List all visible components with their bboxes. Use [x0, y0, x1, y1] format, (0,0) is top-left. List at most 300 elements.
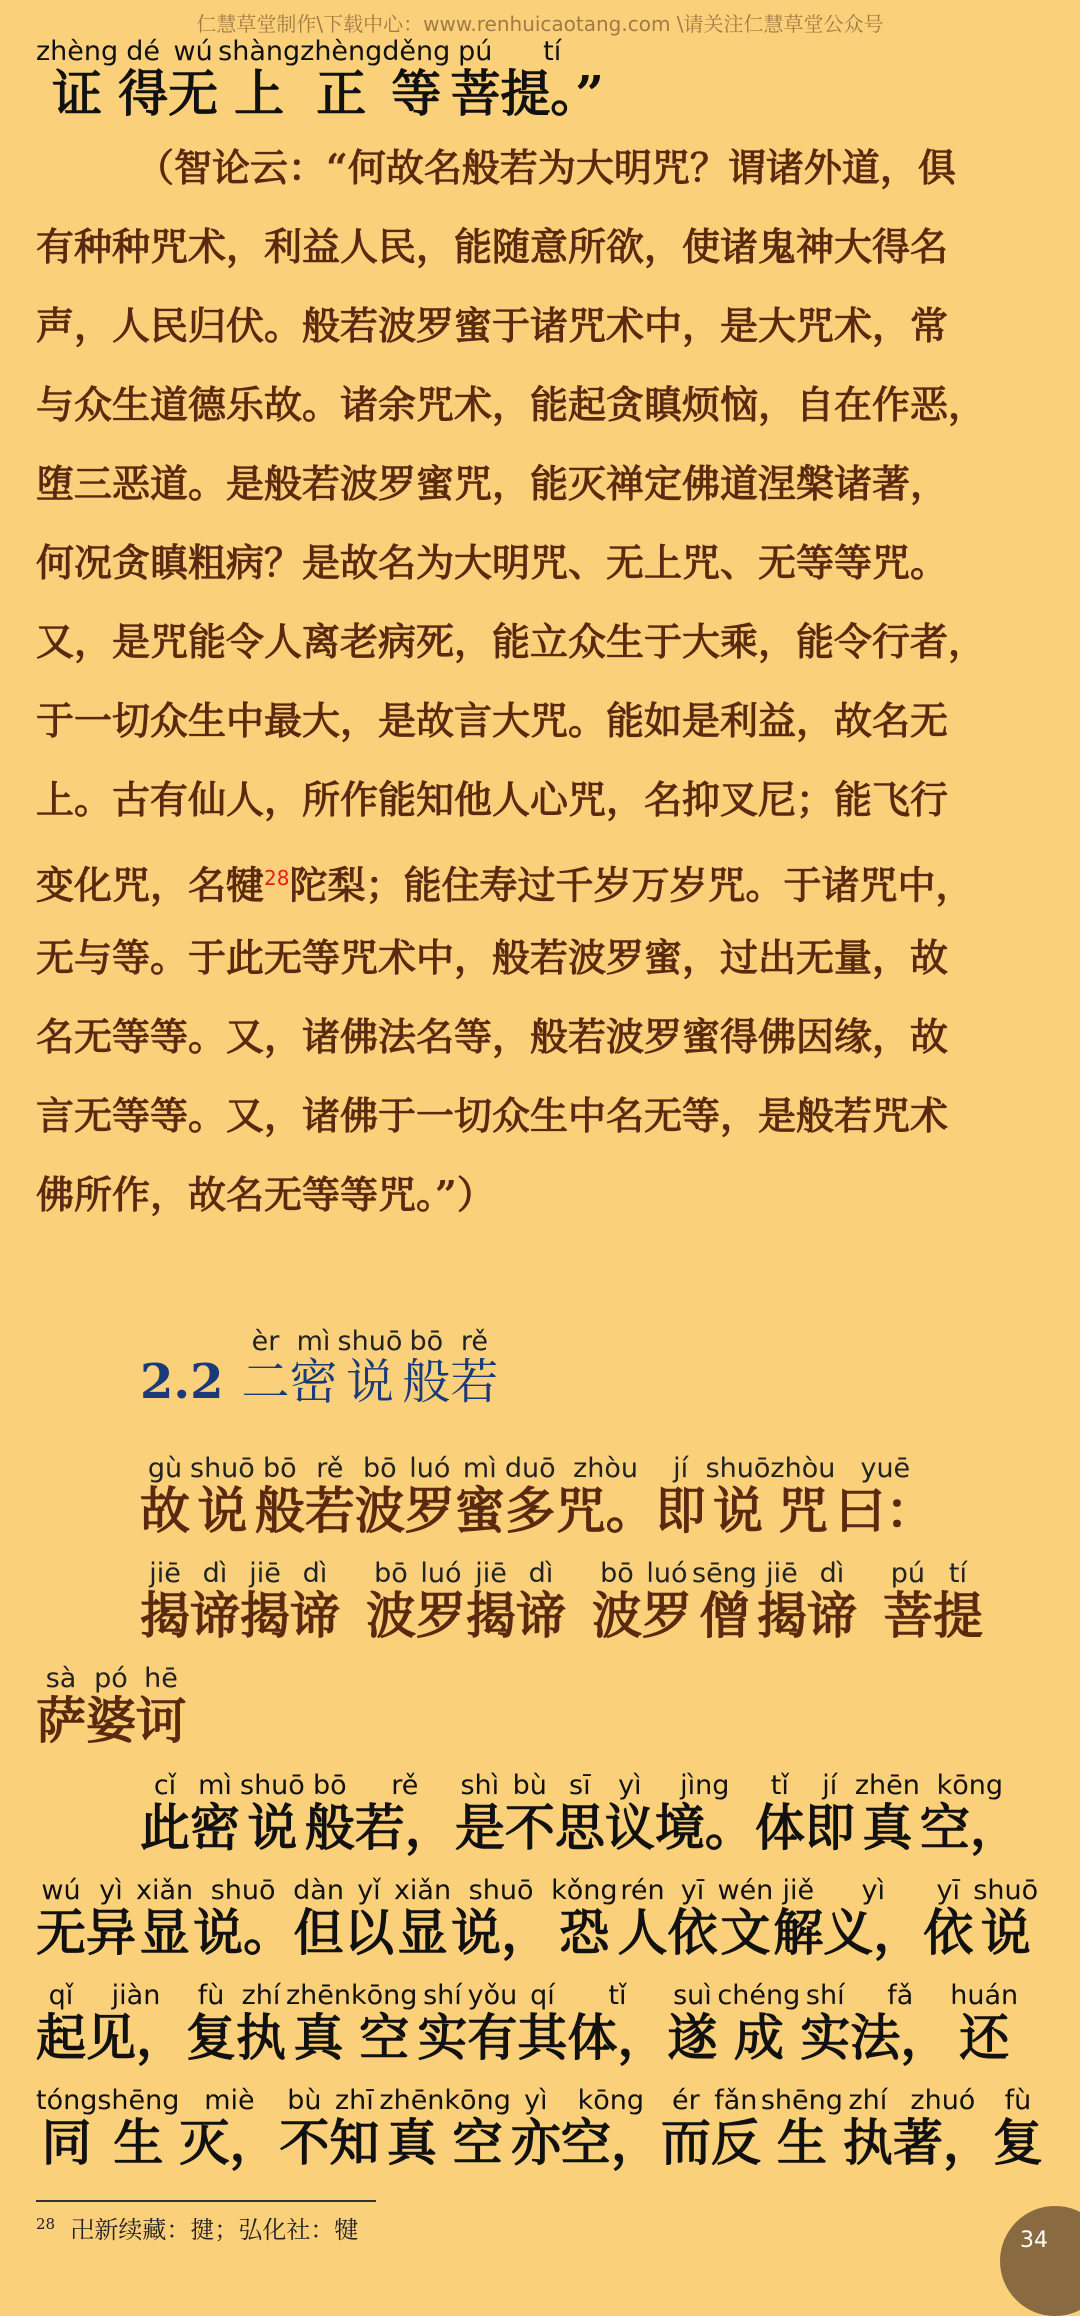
footnote-text: 卍新续藏：揵；弘化社：犍	[70, 2216, 359, 2244]
pinyin: pú	[458, 36, 493, 67]
hanzi: 二	[241, 1354, 290, 1410]
ruby-char	[186, 1982, 236, 2067]
hanzi: 法，	[850, 2008, 951, 2067]
pinyin: sēng	[692, 1558, 757, 1589]
pinyin: luó	[420, 1558, 462, 1589]
ruby-char	[843, 2087, 893, 2172]
pinyin: zhèng	[36, 36, 119, 67]
ruby-char	[556, 1455, 656, 1540]
commentary-line-tail: 陀梨；能住寿过千岁万岁咒。于诸咒中，	[289, 862, 974, 908]
hanzi: 密	[190, 1798, 240, 1857]
pinyin: dì	[528, 1558, 554, 1589]
ruby-char	[451, 1877, 551, 1962]
ruby-char	[706, 1455, 771, 1540]
pinyin: wén	[717, 1875, 774, 1906]
hanzi: 得	[118, 64, 169, 123]
pinyin: shuō	[190, 1453, 255, 1484]
ruby-char	[140, 1455, 190, 1540]
pinyin: rén	[620, 1875, 665, 1906]
ruby-char	[300, 38, 382, 123]
commentary-line: 又，是咒能令人离老病死，能立众生于大乘，能令行者，	[36, 619, 987, 664]
pinyin: zhòu	[770, 1453, 836, 1484]
hanzi: 多	[505, 1481, 556, 1540]
pinyin: mì	[198, 1770, 232, 1801]
ruby-char	[444, 2087, 510, 2172]
pinyin: tǐ	[770, 1770, 789, 1801]
hanzi: 显	[139, 1903, 190, 1962]
pinyin: shēng	[760, 2085, 843, 2116]
hanzi: 般	[304, 1798, 355, 1857]
hanzi: 罗	[416, 1586, 466, 1645]
hanzi: 婆	[86, 1691, 136, 1750]
ruby-char	[118, 38, 168, 123]
hanzi: 上	[234, 64, 285, 123]
hanzi: 执	[842, 2113, 893, 2172]
hanzi: 空	[452, 2113, 503, 2172]
mantra-line-end	[36, 1665, 186, 1750]
pinyin: dì	[202, 1558, 228, 1589]
pinyin: zhí	[848, 2085, 888, 2116]
ruby-char	[561, 2087, 661, 2172]
hanzi: 揭	[466, 1586, 516, 1645]
pinyin: xiǎn	[393, 1875, 452, 1906]
ruby-char	[240, 1560, 290, 1645]
commentary-line	[36, 839, 1046, 918]
hanzi: 遂	[667, 2008, 718, 2067]
hanzi: 若	[450, 1354, 499, 1410]
commentary-line: 言无等等。又，诸佛于一切众生中名无等，是般若咒术	[36, 1093, 949, 1138]
ruby-char	[805, 1772, 855, 1857]
pinyin: yǒu	[467, 1980, 518, 2011]
commentary-line-head: 变化咒，名犍	[36, 862, 265, 908]
pinyin: luó	[646, 1558, 688, 1589]
hanzi: 生	[113, 2113, 164, 2172]
ruby-char	[656, 1455, 706, 1540]
pinyin: yì	[99, 1875, 123, 1906]
hanzi: 实	[800, 2008, 851, 2067]
ruby-char	[366, 1560, 416, 1645]
pinyin: qí	[530, 1980, 555, 2011]
hanzi: 证	[52, 64, 103, 123]
commentary-line: 与众生道德乐故。诸余咒术，能起贪瞋烦恼，自在作恶，	[36, 382, 987, 427]
ruby-char	[835, 1455, 935, 1540]
ruby-char	[136, 1665, 186, 1750]
ruby-char	[279, 2087, 329, 2172]
ruby-char	[661, 2087, 711, 2172]
pinyin: zhòu	[573, 1453, 639, 1484]
pinyin: bō	[409, 1326, 444, 1357]
hanzi: 义，	[823, 1903, 924, 1962]
ruby-char	[511, 2087, 561, 2172]
pinyin: jí	[822, 1770, 838, 1801]
ruby-char	[567, 1982, 667, 2067]
ruby-char	[305, 1772, 355, 1857]
ruby-char	[466, 1560, 516, 1645]
ruby-char	[773, 1877, 823, 1962]
hanzi: 谛	[190, 1586, 240, 1645]
ruby-char	[717, 1982, 800, 2067]
commentary-line: 堕三恶道。是般若波罗蜜咒，能灭禅定佛道涅槃诸著，	[36, 461, 949, 506]
pinyin: děng	[382, 36, 451, 67]
ruby-char	[450, 1328, 498, 1410]
commentary-line: （智论云：“何故名般若为大明咒？谓诸外道，俱	[136, 145, 956, 190]
hanzi: 无	[36, 1903, 86, 1962]
hanzi: 密	[289, 1354, 338, 1410]
pinyin: shuō	[210, 1875, 276, 1906]
pinyin: yì	[618, 1770, 642, 1801]
ruby-char	[290, 1560, 340, 1645]
hanzi: 是	[454, 1798, 505, 1857]
hanzi: 波	[354, 1481, 405, 1540]
commentary-line: 名无等等。又，诸佛法名等，般若波罗蜜得佛因缘，故	[36, 1014, 949, 1059]
pinyin: hē	[144, 1663, 178, 1694]
section-number: 2.2	[140, 1354, 224, 1410]
ruby-char	[500, 38, 604, 123]
ruby-char	[855, 1772, 920, 1857]
pinyin: wú	[173, 36, 213, 67]
page-number-badge	[1000, 2206, 1080, 2316]
hanzi: 说	[247, 1798, 298, 1857]
pinyin: chéng	[717, 1980, 801, 2011]
hanzi: 正	[316, 64, 367, 123]
ruby-char	[242, 1328, 290, 1410]
body-line	[36, 1982, 1018, 2067]
pinyin: tí	[948, 1558, 967, 1589]
pinyin: luó	[409, 1453, 451, 1484]
pinyin: jìng	[680, 1770, 730, 1801]
pinyin: fù	[197, 1980, 225, 2011]
pinyin: mì	[462, 1453, 497, 1484]
hanzi: 依	[923, 1903, 974, 1962]
hanzi: 揭	[140, 1586, 190, 1645]
hanzi: 说	[345, 1354, 394, 1410]
pinyin: kǒng	[551, 1875, 618, 1906]
ruby-char	[711, 2087, 761, 2172]
ruby-char	[338, 1328, 403, 1410]
ruby-char	[190, 1772, 240, 1857]
ruby-char	[807, 1560, 857, 1645]
ruby-char	[351, 1982, 417, 2067]
ruby-char	[655, 1772, 755, 1857]
hanzi: 不	[279, 2113, 330, 2172]
pinyin: bō	[600, 1558, 634, 1589]
hanzi: 诃	[136, 1691, 186, 1750]
hanzi: 此	[140, 1798, 190, 1857]
pinyin: bō	[312, 1770, 347, 1801]
ruby-char	[950, 1982, 1018, 2067]
ruby-char	[416, 1560, 466, 1645]
ruby-char	[140, 1560, 190, 1645]
hanzi: 空	[359, 2008, 410, 2067]
hanzi: 即	[804, 1798, 855, 1857]
hanzi: 若，	[354, 1798, 455, 1857]
ruby-char	[893, 2087, 993, 2172]
hanzi: 不	[504, 1798, 555, 1857]
pinyin: rě	[391, 1770, 419, 1801]
hanzi: 还	[959, 2008, 1010, 2067]
pinyin: pó	[94, 1663, 128, 1694]
pinyin: huán	[950, 1980, 1019, 2011]
pinyin: dàn	[293, 1875, 344, 1906]
ruby-char	[86, 1982, 186, 2067]
footnote	[36, 2210, 358, 2245]
pinyin: dì	[819, 1558, 845, 1589]
hanzi: 反	[710, 2113, 761, 2172]
body-line	[36, 1877, 1038, 1962]
hanzi: 空，	[919, 1798, 1020, 1857]
hanzi: 真	[386, 2113, 437, 2172]
ruby-char	[667, 1877, 717, 1962]
pinyin: jiē	[249, 1558, 281, 1589]
hanzi: 而	[660, 2113, 711, 2172]
pinyin: zhī	[335, 2085, 374, 2116]
pinyin: kōng	[577, 2085, 645, 2116]
ruby-char	[605, 1772, 655, 1857]
footnote-divider	[36, 2200, 376, 2202]
pinyin: duō	[504, 1453, 556, 1484]
ruby-char	[255, 1455, 305, 1540]
pinyin: shuō	[705, 1453, 771, 1484]
hanzi: 真	[862, 1798, 913, 1857]
hanzi: 生	[776, 2113, 827, 2172]
hanzi: 萨	[36, 1691, 86, 1750]
hanzi: 揭	[756, 1586, 807, 1645]
hanzi: 说	[713, 1481, 763, 1540]
hanzi: 提	[932, 1586, 983, 1645]
ruby-char	[36, 1877, 86, 1962]
hanzi: 谛	[806, 1586, 857, 1645]
hanzi: 体，	[567, 2008, 668, 2067]
pinyin: jiē	[766, 1558, 798, 1589]
ruby-char	[923, 1877, 973, 1962]
pinyin: tóng	[36, 2085, 98, 2116]
ruby-char	[86, 1665, 136, 1750]
ruby-char	[551, 1877, 617, 1962]
ruby-char	[467, 1982, 517, 2067]
ruby-char	[97, 2087, 179, 2172]
hanzi: 等	[391, 64, 442, 123]
ruby-char	[800, 1982, 850, 2067]
hanzi: 显	[397, 1903, 448, 1962]
ruby-char	[617, 1877, 667, 1962]
ruby-char	[692, 1560, 757, 1645]
ruby-char	[290, 1328, 338, 1410]
ruby-char	[667, 1982, 717, 2067]
ruby-char	[305, 1455, 355, 1540]
commentary-line: 何况贪瞋粗病？是故名为大明咒、无上咒、无等等咒。	[36, 540, 949, 585]
ruby-char	[36, 2087, 97, 2172]
hanzi: 菩	[450, 64, 501, 123]
hanzi: 境。	[654, 1798, 755, 1857]
ruby-char	[140, 1772, 190, 1857]
ruby-char	[394, 1877, 451, 1962]
pinyin: kōng	[351, 1980, 418, 2011]
hanzi: 人	[617, 1903, 668, 1962]
pinyin: shì	[460, 1770, 500, 1801]
body-line	[36, 2087, 1043, 2172]
hanzi: 菩	[882, 1586, 933, 1645]
pinyin: shàng	[218, 36, 301, 67]
ruby-char	[190, 1560, 240, 1645]
ruby-char	[517, 1982, 567, 2067]
pinyin: kōng	[936, 1770, 1004, 1801]
hanzi: 起	[36, 2008, 86, 2067]
ruby-char	[136, 1877, 193, 1962]
pinyin: qǐ	[48, 1980, 74, 2011]
hanzi: 谛	[516, 1586, 566, 1645]
hanzi: 体	[754, 1798, 805, 1857]
pinyin: bō	[362, 1453, 397, 1484]
pinyin: wú	[41, 1875, 81, 1906]
hanzi: 僧	[699, 1586, 750, 1645]
pinyin: sà	[45, 1663, 77, 1694]
hanzi: 般	[402, 1354, 451, 1410]
hanzi: 波	[592, 1586, 642, 1645]
pinyin: fǎn	[714, 2085, 758, 2116]
ruby-char	[36, 1982, 86, 2067]
ruby-char	[883, 1560, 933, 1645]
pinyin: yǐ	[357, 1875, 381, 1906]
ruby-char	[850, 1982, 950, 2067]
hanzi: 曰：	[835, 1481, 936, 1540]
hanzi: 真	[293, 2008, 344, 2067]
pinyin: kōng	[444, 2085, 511, 2116]
ruby-char	[933, 1560, 983, 1645]
commentary-line: 声，人民归伏。般若波罗蜜于诸咒术中，是大咒术，常	[36, 303, 949, 348]
footnote-number: 28	[36, 2215, 56, 2233]
ruby-char	[402, 1328, 450, 1410]
pinyin: xiǎn	[136, 1875, 194, 1906]
pinyin: miè	[204, 2085, 255, 2116]
pinyin: shuō	[337, 1326, 403, 1357]
commentary-line: 佛所作，故名无等等咒。”）	[36, 1172, 495, 1217]
hanzi: 咒。	[555, 1481, 656, 1540]
hanzi: 异	[86, 1903, 136, 1962]
hanzi: 灭，	[179, 2113, 280, 2172]
hanzi: 执	[236, 2008, 286, 2067]
pinyin: shuō	[468, 1875, 534, 1906]
ruby-char	[717, 1877, 773, 1962]
ruby-char	[455, 1772, 505, 1857]
ruby-char	[642, 1560, 692, 1645]
ruby-char	[240, 1772, 305, 1857]
pinyin: yì	[861, 1875, 886, 1906]
hanzi: 谛	[290, 1586, 340, 1645]
commentary-line: 有种种咒术，利益人民，能随意所欲，使诸鬼神大得名	[36, 224, 949, 269]
hanzi: 著，	[892, 2113, 993, 2172]
hanzi: 恐	[559, 1903, 610, 1962]
hanzi: 知	[329, 2113, 380, 2172]
hanzi: 蜜	[454, 1481, 505, 1540]
pinyin: dì	[302, 1558, 328, 1589]
ruby-char	[505, 1455, 556, 1540]
page-number: 34	[1020, 2228, 1048, 2253]
hanzi: 依	[667, 1903, 718, 1962]
pinyin: jiàn	[111, 1980, 161, 2011]
body-line	[140, 1772, 1020, 1857]
ruby-char	[236, 1982, 286, 2067]
hanzi: 但	[293, 1903, 344, 1962]
ruby-char	[355, 1455, 405, 1540]
ruby-char	[823, 1877, 923, 1962]
footnote-marker[interactable]: 28	[264, 866, 290, 890]
hanzi: 揭	[240, 1586, 290, 1645]
pinyin: sī	[569, 1770, 591, 1801]
hanzi: 有	[467, 2008, 518, 2067]
commentary-line: 上。古有仙人，所作能知他人心咒，名抑叉尼；能飞行	[36, 777, 949, 822]
pinyin: bō	[374, 1558, 408, 1589]
hanzi: 思	[554, 1798, 605, 1857]
hanzi: 说，	[451, 1903, 552, 1962]
hanzi: 般	[254, 1481, 305, 1540]
pinyin: pú	[890, 1558, 926, 1589]
hanzi: 文	[720, 1903, 771, 1962]
hanzi: 若	[304, 1481, 355, 1540]
sutra-line-1	[140, 1455, 935, 1540]
ruby-char	[382, 38, 450, 123]
hanzi: 波	[366, 1586, 416, 1645]
commentary-line: 无与等。于此无等咒术中，般若波罗蜜，过出无量，故	[36, 935, 949, 980]
ruby-char	[86, 1877, 136, 1962]
pinyin: gù	[147, 1453, 183, 1484]
pinyin: zhèng	[300, 36, 383, 67]
pinyin: ér	[671, 2085, 700, 2116]
pinyin: bù	[287, 2085, 322, 2116]
ruby-char	[344, 1877, 394, 1962]
ruby-char	[755, 1772, 805, 1857]
hanzi: 罗	[642, 1586, 692, 1645]
pinyin: zhēn	[854, 1770, 920, 1801]
hanzi: 罗	[404, 1481, 455, 1540]
ruby-char	[761, 2087, 843, 2172]
sutra-line-top	[36, 38, 604, 123]
page-header: 仁慧草堂制作\下载中心：www.renhuicaotang.com \请关注仁慧草堂公众号	[196, 12, 884, 36]
hanzi: 其	[517, 2008, 568, 2067]
hanzi: 复	[992, 2113, 1043, 2172]
hanzi: 说。	[193, 1903, 294, 1962]
hanzi: 以	[343, 1903, 394, 1962]
hanzi: 说	[980, 1903, 1031, 1962]
ruby-char	[379, 2087, 444, 2172]
commentary-line: 于一切众生中最大，是故言大咒。能如是利益，故名无	[36, 698, 949, 743]
pinyin: suì	[673, 1980, 712, 2011]
ruby-char	[36, 38, 118, 123]
pinyin: zhuó	[910, 2085, 976, 2116]
ruby-char	[405, 1455, 455, 1540]
pinyin: yī	[680, 1875, 705, 1906]
pinyin: yuē	[860, 1453, 911, 1484]
ruby-char	[329, 2087, 379, 2172]
pinyin: zhí	[241, 1980, 281, 2011]
hanzi: 故	[140, 1481, 190, 1540]
hanzi: 亦	[510, 2113, 561, 2172]
hanzi: 议	[604, 1798, 655, 1857]
pinyin: shuō	[973, 1875, 1039, 1906]
mantra-line	[140, 1560, 983, 1645]
pinyin: èr	[251, 1326, 280, 1357]
ruby-char	[179, 2087, 279, 2172]
section-heading	[140, 1328, 498, 1410]
hanzi: 即	[655, 1481, 706, 1540]
ruby-char	[516, 1560, 566, 1645]
ruby-char	[355, 1772, 455, 1857]
hanzi: 解	[773, 1903, 824, 1962]
hanzi: 无	[168, 64, 219, 123]
pinyin: dé	[126, 36, 161, 67]
ruby-char	[193, 1877, 293, 1962]
pinyin: shí	[423, 1980, 462, 2011]
ruby-char	[770, 1455, 835, 1540]
